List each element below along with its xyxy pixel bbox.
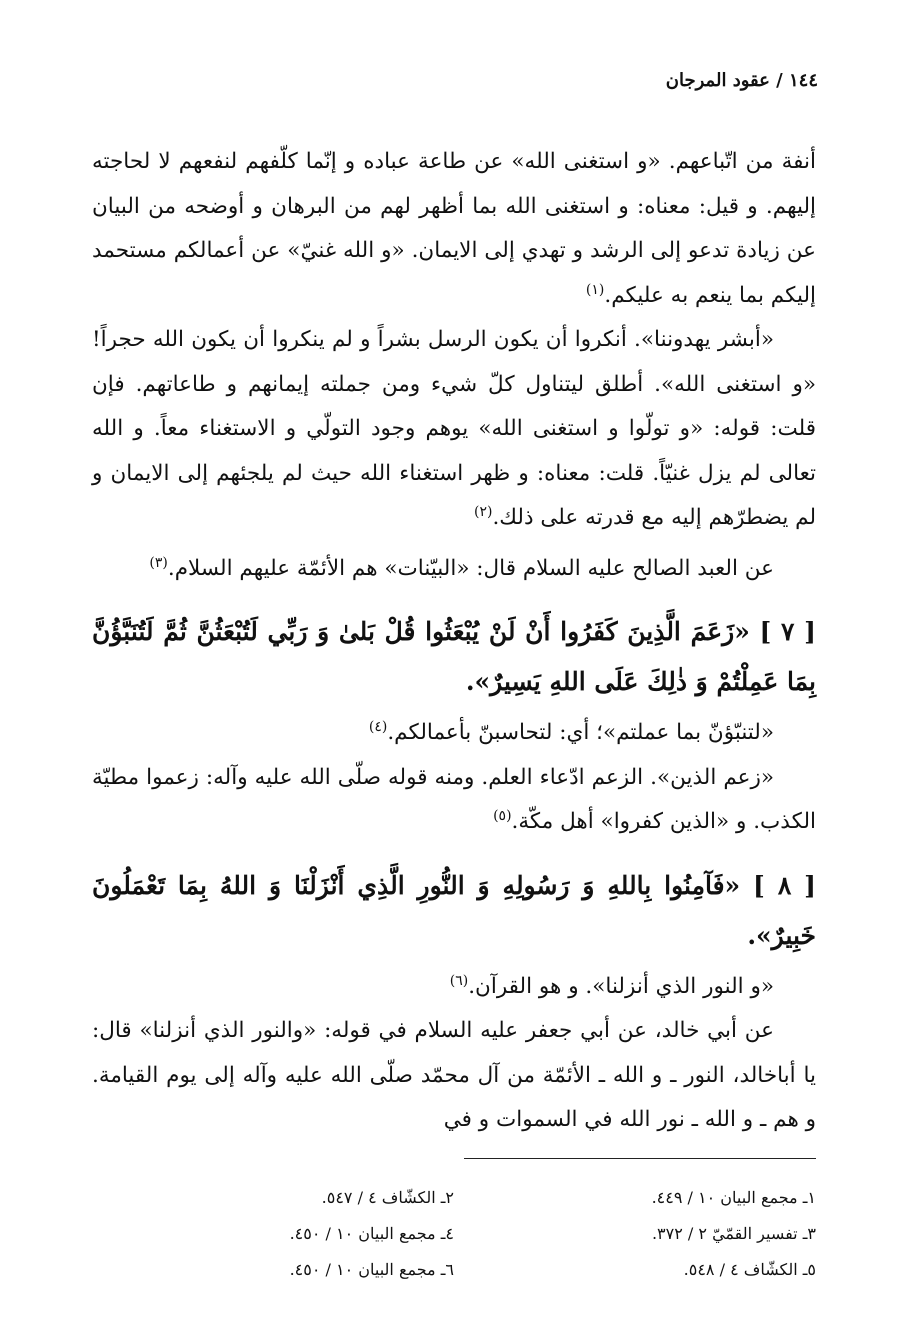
paragraph-2 [92, 318, 816, 541]
paragraph-text: «لتنبّؤنّ بما عملتم»؛ أي: لتحاسبنّ بأعمالكم. [387, 720, 774, 745]
paragraph-4 [92, 711, 816, 756]
footnote-ref-5: (٥) [493, 807, 512, 824]
footnote-ref-1: (١) [585, 281, 605, 298]
footnote-ref-6: (٦) [449, 972, 469, 989]
paragraph-3 [92, 547, 816, 592]
main-text [92, 140, 816, 1143]
footnote-3: ٣ـ تفسير القمّيّ ٢ / ٣٧٢. [651, 1224, 816, 1243]
verse-text: [ ٧ ] «زَعَمَ الَّذِينَ كَفَرُوا أَنْ لَنْ يُبْعَثُوا قُلْ بَلىٰ وَ رَبِّي لَتُبْعَثُنَّ ثُمَّ لَتُنَبَّؤُنَّ بِمَا عَمِلْتُمْ وَ ذٰلِكَ عَلَى اللهِ يَسِيرٌ». [92, 617, 816, 696]
footnote-6: ٦ـ مجمع البيان ١٠ / ٤٥٠. [289, 1260, 454, 1279]
paragraph-7 [92, 1009, 816, 1143]
paragraph-text: عن أبي خالد، عن أبي جعفر عليه السلام في قوله: «والنور الذي أنزلنا» قال: يا أباخالد، النور ـ و الله ـ الأئمّة من آل محمّد صلّى الله عليه وآله إلى يوم القيامة. و هم ـ و الله ـ نور الله في السموات و في [92, 1018, 816, 1132]
footnote-4: ٤ـ مجمع البيان ١٠ / ٤٥٠. [289, 1224, 454, 1243]
footnote-ref-4: (٤) [368, 718, 388, 735]
footnote-divider [464, 1158, 816, 1159]
paragraph-6 [92, 965, 816, 1010]
paragraph-text: «أبشر يهدوننا». أنكروا أن يكون الرسل بشراً و لم ينكروا أن يكون الله حجراً! «و استغنى الله». أطلق ليتناول كلّ شيء ومن جملته إيمانهم و طاعاتهم. فإن قلت: قوله: «و تولّوا و استغنى الله» يوهم وجود التولّي و الاستغناء معاً. و الله تعالى لم يزل غنيّاً. قلت: معناه: و ظهر استغناء الله حيث لم يلجئهم إلى الايمان و لم يضطرّهم إليه مع قدرته على ذلك. [92, 327, 816, 530]
paragraph-1 [92, 140, 816, 318]
footnote-ref-2: (٢) [473, 503, 493, 520]
paragraph-text: أنفة من اتّباعهم. «و استغنى الله» عن طاعة عباده و إنّما كلّفهم لنفعهم لا لحاجته إليهم. و قيل: معناه: و استغنى الله بما أظهر لهم من البرهان و أوضحه من البيان عن زيادة تدعو إلى الرشد و تهدي إلى الايمان. «و الله غنيّ» عن أعمالكم مستحمد إليكم بما ينعم به عليكم. [92, 149, 816, 308]
paragraph-5 [92, 756, 816, 845]
verse-8 [92, 861, 816, 961]
verse-text: [ ٨ ] «فَآمِنُوا بِاللهِ وَ رَسُولِهِ وَ النُّورِ الَّذِي أَنْزَلْنَا وَ اللهُ بِمَا تَعْمَلُونَ خَبِيرٌ». [92, 870, 816, 950]
footnote-5: ٥ـ الكشّاف ٤ / ٥٤٨. [683, 1260, 816, 1279]
footnote-1: ١ـ مجمع البيان ١٠ / ٤٤٩. [651, 1188, 816, 1207]
footnote-row [92, 1180, 816, 1216]
footnote-row [92, 1252, 816, 1288]
paragraph-text: «زعم الذين». الزعم ادّعاء العلم. ومنه قوله صلّى الله عليه وآله: زعموا مطيّة الكذب. و «الذين كفروا» أهل مكّة. [92, 764, 816, 834]
verse-7 [92, 607, 816, 707]
footnotes [92, 1180, 816, 1288]
footnote-2: ٢ـ الكشّاف ٤ / ٥٤٧. [321, 1188, 454, 1207]
running-header: ١٤٤ / عقود المرجان [665, 70, 818, 91]
paragraph-text: «و النور الذي أنزلنا». و هو القرآن. [468, 973, 774, 999]
footnote-row [92, 1216, 816, 1252]
paragraph-text: عن العبد الصالح عليه السلام قال: «البيّنات» هم الأئمّة عليهم السلام. [167, 555, 774, 581]
footnote-ref-3: (٣) [149, 554, 168, 571]
